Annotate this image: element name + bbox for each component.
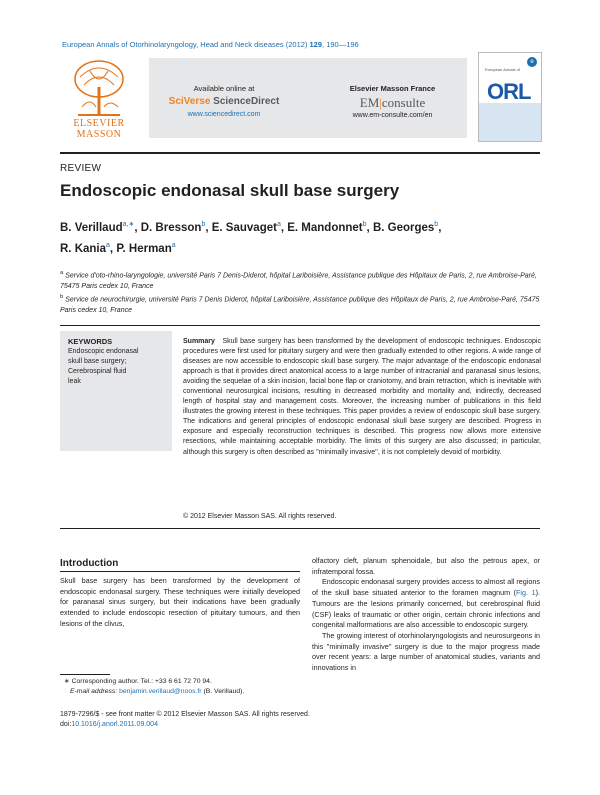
keyword-item: Cerebrospinal fluid — [68, 368, 127, 375]
author-separator: , — [134, 221, 141, 234]
available-online: Available online at — [193, 84, 255, 93]
summary-label: Summary — [183, 338, 215, 345]
author-separator: , — [280, 221, 288, 234]
right-p2-start: Endoscopic endonasal surgery provides access to almost all regions of the skull base situated anterior to the foramen magnum ( — [312, 577, 540, 598]
author-name: B. Verillaud — [60, 221, 123, 234]
cover-subtitle: European Annals of — [485, 67, 520, 72]
section-label: REVIEW — [60, 163, 102, 174]
journal-volume: 129 — [309, 40, 323, 49]
right-column — [312, 556, 540, 674]
elsevier-line2: MASSON — [76, 129, 122, 140]
author-separator: , — [438, 221, 442, 234]
author-affiliation-mark[interactable]: a — [171, 241, 176, 249]
cover-title: ORL — [487, 79, 531, 104]
right-paragraph-3: The growing interest of otorhinolaryngologists and neurosurgeons in this ''minimally invasive'' surgery is due to the major progress made over recent years: a large number of anatomical studies, variants and innovations in — [312, 630, 540, 673]
keyword-item: leak — [68, 378, 81, 385]
right-p2-end: ). Tumours are the lesions primarily concerned, but cerebrospinal fluid (CSF) leaks of traumatic or other origin, certain chronic infections and congenital malformations are also accessible to endoscopic surgery. — [312, 588, 540, 630]
abstract-divider — [60, 325, 540, 326]
abstract-bottom-divider — [60, 528, 540, 529]
elsevier-line1: ELSEVIER — [73, 118, 125, 129]
author-affiliation-mark[interactable]: b — [201, 221, 206, 228]
affiliation-b-text: Service de neurochirurgie, université Paris 7 Denis Diderot, hôpital Lariboisière, Assistance publique des Hôpitaux de Paris, 2, rue Ambroise-Paré, 75475 Paris cedex 10, France — [60, 296, 540, 315]
em-consulte-link[interactable]: www.em-consulte.com/en — [352, 112, 433, 119]
author-name: P. Herman — [116, 242, 172, 255]
author-affiliation-mark[interactable]: a — [276, 221, 281, 228]
em-right: consulte — [381, 95, 426, 110]
abstract-summary — [183, 337, 541, 458]
author-line-1 — [60, 216, 540, 237]
issn-line: 1879-7296/$ - see front matter © 2012 Elsevier Masson SAS. All rights reserved. — [60, 711, 310, 718]
email-line — [60, 687, 300, 697]
sciverse-logo — [149, 96, 299, 107]
elsevier-tree-logo-icon — [70, 57, 128, 117]
corresponding-author — [60, 677, 300, 687]
right-paragraph-2 — [312, 577, 540, 631]
front-matter — [60, 710, 360, 730]
email-suffix: (B. Verillaud). — [201, 688, 245, 695]
intro-rule — [60, 571, 300, 572]
elsevier-wordmark — [60, 118, 138, 140]
author-list — [60, 216, 540, 258]
footnote-rule — [60, 674, 110, 675]
author-affiliation-mark[interactable]: a,∗ — [122, 221, 135, 228]
affiliation-a-text: Service d'oto-rhino-laryngologie, université Paris 7 Denis-Diderot, hôpital Lariboisière, Assistance publique des Hôpitaux de Paris, 2, rue Ambroise-Paré, 75475 Paris cedex 10, France — [60, 272, 537, 291]
author-affiliation-mark[interactable]: b — [362, 221, 367, 228]
doi-link[interactable]: 10.1016/j.anorl.2011.09.004 — [71, 721, 158, 728]
publisher-name: Elsevier Masson France — [349, 84, 436, 93]
author-name: E. Sauvaget — [211, 221, 277, 234]
affiliation-b — [60, 292, 545, 316]
em-consulte-logo — [330, 95, 455, 111]
summary-copyright: © 2012 Elsevier Masson SAS. All rights reserved. — [183, 513, 337, 520]
figure-1-link[interactable]: Fig. 1 — [516, 588, 536, 598]
author-separator: , — [109, 242, 117, 255]
doi-label: doi: — [60, 721, 72, 728]
journal-cover — [478, 52, 542, 142]
affiliation-b-label: b — [60, 294, 64, 300]
right-paragraph-1: olfactory cleft, planum sphenoidale, but also the petrous apex, or infratemporal fossa. — [312, 556, 540, 576]
sciverse-word: SciVerse — [168, 96, 214, 107]
author-name: B. Georges — [372, 221, 435, 234]
keyword-item: Endoscopic endonasal — [68, 348, 139, 355]
keyword-item: skull base surgery; — [68, 358, 127, 365]
email-link[interactable]: benjamin.verillaud@noos.fr — [119, 688, 202, 695]
author-separator: , — [366, 221, 373, 234]
author-affiliation-mark[interactable]: b — [434, 221, 439, 228]
author-name: R. Kania — [60, 242, 107, 255]
em-left: EM — [359, 95, 380, 110]
footnote — [60, 677, 300, 697]
intro-left-paragraph: Skull base surgery has been transformed by the development of endoscopic endonasal surgery. These techniques were initially developed for paranasal sinus surgery, but their indications have been gradually extended to include endoscopic resection of pituitary tumours, and then lesions of the clivus, — [60, 576, 300, 628]
summary-text: Skull base surgery has been transformed by the development of endoscopic techniques. Endoscopic procedures were first used for pituitary surgery and were then gradually extended to other regions. A wide range of diseases are now accessible to endoscopic skull base surgery. The major advantage of the endoscopic endonasal approach is that it provides direct anatomical access to a large number of intracranial and paranasal sinus lesions, avoiding the sequelae of a skin incision, facial bone flap or craniotomy, and brain retraction, which is inevitable with conventional neurosurgical incisions, resulting in decreased morbidity and mortality and, indirectly, decreased length of hospital stay and management costs. Moreover, the increasing number of publications in this field illustrates the growing interest in these techniques. This paper provides a review of endoscopic skull base surgery. The indications and general principles of endoscopic endonasal skull base surgery are described. Progress in exposure and especially reconstruction techniques is described. This progress now allows more extensive resections, while maintaining acceptable morbidity. The limits of this surgery are also discussed; in particular, although this surgery is often described as ''minimally invasive'', it is not completely devoid of morbidity. — [183, 338, 541, 456]
author-separator: , — [205, 221, 212, 234]
author-name: D. Bresson — [140, 221, 202, 234]
header-divider — [60, 152, 540, 154]
keywords-heading: KEYWORDS — [68, 337, 113, 346]
sciencedirect-link[interactable]: www.sciencedirect.com — [187, 111, 261, 118]
journal-pages: , 190—196 — [322, 40, 359, 49]
journal-citation — [62, 40, 359, 49]
author-line-2 — [60, 237, 540, 258]
author-affiliation-mark[interactable]: a — [106, 241, 110, 249]
introduction-heading: Introduction — [60, 558, 119, 569]
sciencedirect-word: ScienceDirect — [213, 96, 280, 107]
author-name: E. Mandonnet — [287, 221, 363, 234]
journal-name: European Annals of Otorhinolaryngology, Head and Neck diseases (2012) — [62, 40, 310, 49]
doi-line — [60, 720, 360, 730]
corresponding-text: Corresponding author. Tel.: +33 6 61 72 70 94. — [69, 678, 212, 685]
email-label: E-mail address: — [70, 688, 120, 695]
cover-badge: e — [527, 57, 537, 67]
article-title: Endoscopic endonasal skull base surgery — [60, 181, 400, 200]
affiliation-a-label: a — [60, 270, 64, 276]
em-bar: | — [379, 95, 382, 110]
footnote-star: ∗ — [64, 678, 70, 685]
affiliation-a — [60, 268, 545, 292]
keywords-list — [68, 347, 168, 387]
